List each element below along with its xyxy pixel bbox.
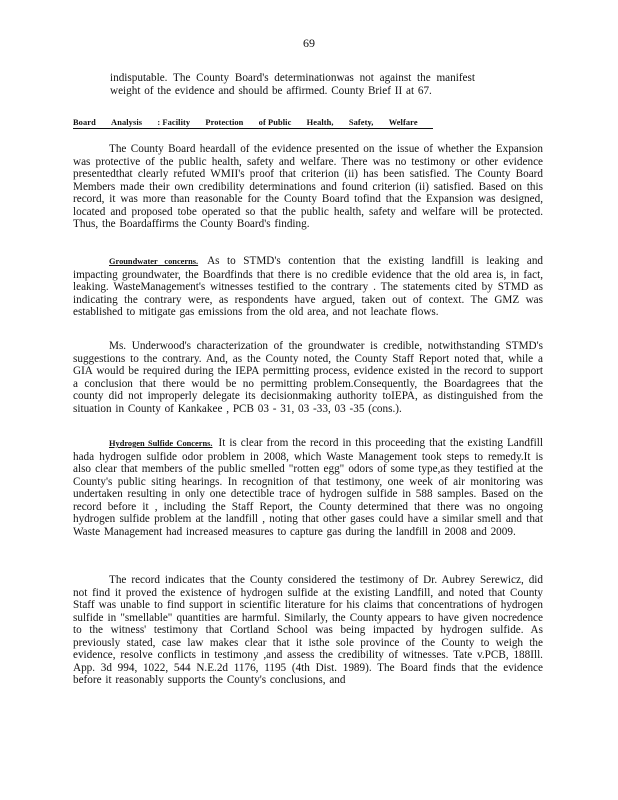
hydrogen-sulfide-text: It is clear from the record in this proceeding that the existing Landfill hada hydrogen sulfide odor problem in 2008, which Waste Management took steps to remedy.It is also clear that members of the public smelled "rotten egg" odors of some type,as they testified at the County's public siting hearings. In recognition of that testimony, one week of air monitoring was undertaken resulting in only one detectible trace of hydrogen sulfide in 588 samples. Based on the record before it , including the Staff Report, the County determined that there was no ongoing hydrogen sulfide problem at the landfill , noting that other gases could have a similar smell and that Waste Management had increased measures to capture gas during the landfill in 2008 and 2009. (73, 437, 544, 538)
paragraph-serewicz (73, 574, 543, 687)
hydrogen-sulfide-label: Hydrogen Sulfide Concerns. (109, 439, 213, 448)
case-citation-tate: Tate v.PCB (453, 649, 506, 661)
groundwater-label: Groundwater concerns. (109, 257, 199, 266)
heading-word: Protection (205, 118, 244, 127)
heading-word: of Public (258, 118, 292, 127)
heading-word: Safety, (348, 118, 374, 127)
serewicz-text-end: , 188Ill. App. 3d 994, 1022, 544 N.E.2d 1176, 1195 (4th Dist. 1989). The Board finds that the evidence before it reasonably supports the County's conclusions, and (73, 649, 543, 686)
heading-word: Welfare (388, 118, 418, 127)
paragraph-public-health: The County Board heardall of the evidence presented on the issue of whether the Expansion was protective of the public health, safety and welfare. There was no testimony or other evidence presentedthat clearly refuted WMII's proof that criterion (ii) has been satisfied. The County Board Members made their own credibility determinations and found criterion (ii) satisfied. Based on this record, it was more than reasonable for the County Board tofind that the Expansion was designed, located and proposed tobe operated so that the public health, safety and welfare will be protected. Thus, the Boardaffirms the County Board's finding. (73, 143, 543, 230)
heading-word: Analysis (111, 118, 143, 127)
paragraph-underwood (73, 340, 543, 415)
heading-word: : Facility (157, 118, 191, 127)
groundwater-text: As to STMD's contention that the existing landfill is leaking and impacting groundwater, the Boardfinds that there is no credible evidence that the old area is, in fact, leaking. WasteManagement's witnesses testified to the contrary . The statements cited by STMD as indicating the contrary were, as respondents have argued, taken out of context. The GMZ was established to mitigate gas emissions from the old area, and not leachate flows. (73, 255, 544, 318)
case-citation-kankakee: County of Kankakee , PCB 03 - 31, 03 -33, 03 -35 (cons.). (127, 402, 402, 415)
serewicz-text: The record indicates that the County considered the testimony of Dr. Aubrey Serewicz, did not find it proved the existence of hydrogen sulfide at the existing Landfill, and noted that County Staff was unable to find support in scientific literature for his claims that concentrations of hydrogen sulfide in "smellable" quantities are harmful. Similarly, the County appears to have given nocredence to the witness' testimony that Cortland School was being impacted by hydrogen sulfide. As previously stated, case law makes clear that it isthe sole province of the County to weigh the evidence, resolve conflicts in testimony ,and assess the credibility of witnesses. (73, 574, 543, 661)
heading-word: Health, (306, 118, 334, 127)
paragraph-hydrogen-sulfide (73, 437, 543, 538)
paragraph-groundwater (73, 255, 543, 319)
heading-word: Board (73, 118, 96, 127)
underwood-text: Ms. Underwood's characterization of the groundwater is credible, notwithstanding STMD's suggestions to the contrary. And, as the County noted, the County Staff Report noted that, while a GIA would be required during the IEPA permitting process, evidence existed in the record to support a conclusion that there would be no permitting problem.Consequently, the Boardagrees that the county did not improperly delegate its decisionmaking authority toIEPA, as distinguished from the situation in (73, 340, 543, 415)
block-quote: indisputable. The County Board's determinationwas not against the manifest weight of the evidence and should be affirmed. County Brief II at 67. (110, 72, 475, 97)
page-number: 69 (303, 36, 315, 50)
section-heading (73, 118, 433, 129)
